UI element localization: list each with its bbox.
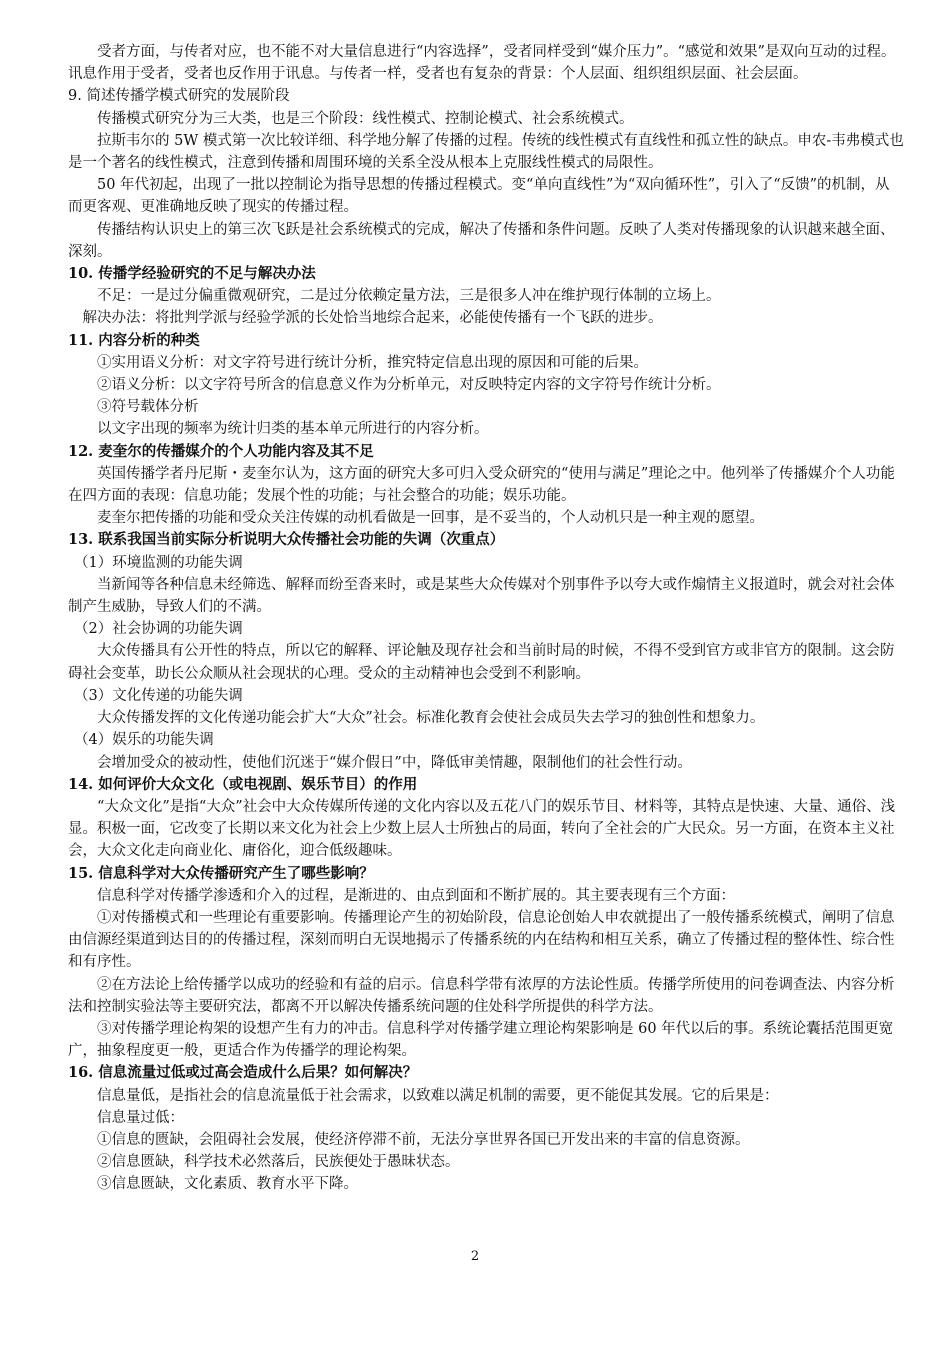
section-heading: 14. 如何评价大众文化（或电视剧、娱乐节目）的作用	[68, 775, 418, 793]
paragraph: 受者方面，与传者对应，也不能不对大量信息进行“内容选择”，受者同样受到“媒介压力”。“感觉和效果”是双向互动的过程。讯息作用于受者，受者也反作用于讯息。与传者一样，受者也有复杂的背景：个人层面、组织组织层面、社会层面。	[68, 44, 896, 83]
section-heading: 11. 内容分析的种类	[68, 331, 200, 349]
paragraph: 50 年代初起，出现了一批以控制论为指导思想的传播过程模式。变“单向直线性”为“双向循环性”，引入了“反馈”的机制，从而更客观、更准确地反映了现实的传播过程。	[68, 177, 890, 216]
paragraph: 传播结构认识史上的第三次飞跃是社会系统模式的完成，解决了传播和条件问题。反映了人类对传播现象的认识越来越全面、深刻。	[68, 221, 895, 260]
paragraph: 英国传播学者丹尼斯・麦奎尔认为，这方面的研究大多可归入受众研究的“使用与满足”理论之中。他列举了传播媒介个人功能在四方面的表现：信息功能；发展个性的功能；与社会整合的功能；娱乐功能。	[68, 465, 895, 505]
paragraph: 不足：一是过分偏重微观研究，二是过分依赖定量方法，三是很多人冲在维护现行体制的立场上。	[68, 288, 721, 305]
paragraph: 信息量低，是指社会的信息流量低于社会需求，以致难以满足机制的需要，更不能促其发展。它的后果是：	[68, 1087, 779, 1104]
section-heading: 16. 信息流量过低或过高会造成什么后果？如何解决？	[68, 1064, 418, 1082]
paragraph: 拉斯韦尔的 5W 模式第一次比较详细、科学地分解了传播的过程。传统的线性模式有直线性和孤立性的缺点。申农-韦弗模式也是一个著名的线性模式，注意到传播和周围环境的关系全没从根本上克服线性模式的局限性。	[68, 132, 904, 172]
paragraph: 以文字出现的频率为统计归类的基本单元所进行的内容分析。	[68, 421, 489, 438]
subsection-label: （1）环境监测的功能失调	[74, 554, 243, 571]
paragraph: ②在方法论上给传播学以成功的经验和有益的启示。信息科学带有浓厚的方法论性质。传播学所使用的问卷调查法、内容分析法和控制实验法等主要研究法，都离不开以解决传播系统问题的住处科学所提供的科学方法。	[68, 976, 895, 1015]
paragraph: 9. 简述传播学模式研究的发展阶段	[68, 88, 290, 105]
subsection-label: （2）社会协调的功能失调	[74, 621, 243, 638]
paragraph: 麦奎尔把传播的功能和受众关注传媒的动机看做是一回事，是不妥当的，个人动机只是一种主观的愿望。	[68, 510, 764, 527]
section-heading: 13. 联系我国当前实际分析说明大众传播社会功能的失调（次重点）	[68, 531, 505, 549]
subsection-label: （3）文化传递的功能失调	[74, 687, 243, 704]
paragraph: ②语义分析：以文字符号所含的信息意义作为分析单元，对反映特定内容的文字符号作统计分析。	[68, 377, 721, 394]
paragraph: 解决办法：将批判学派与经验学派的长处恰当地综合起来，必能使传播有一个飞跃的进步。	[68, 310, 663, 327]
paragraph: ①实用语义分析：对文字符号进行统计分析，推究特定信息出现的原因和可能的后果。	[68, 354, 648, 371]
paragraph: ③对传播学理论构架的设想产生有力的冲击。信息科学对传播学建立理论构架影响是 60 年代以后的事。系统论囊括范围更宽广，抽象程度更一般，更适合作为传播学的理论构架。	[68, 1020, 894, 1060]
paragraph: ③符号载体分析	[68, 399, 199, 416]
paragraph: “大众文化”是指“大众”社会中大众传媒所传递的文化内容以及五花八门的娱乐节目、材料等，其特点是快速、大量、通俗、浅显。积极一面，它改变了长期以来文化为社会上少数上层人士所独占的局面，转向了全社会的广大民众。另一方面，在资本主义社会，大众文化走向商业化、庸俗化，迎合低级趣味。	[68, 798, 896, 860]
page-content	[68, 41, 904, 1196]
section-heading: 10. 传播学经验研究的不足与解决办法	[68, 265, 316, 283]
paragraph: 信息量过低：	[68, 1109, 184, 1126]
paragraph: ③信息匮缺，文化素质、教育水平下降。	[68, 1176, 358, 1193]
section-heading: 15. 信息科学对大众传播研究产生了哪些影响？	[68, 864, 374, 882]
paragraph: ①对传播模式和一些理论有重要影响。传播理论产生的初始阶段，信息论创始人申农就提出了一般传播系统模式，阐明了信息由信源经渠道到达目的的传播过程，深刻而明白无误地揭示了传播系统的内在结构和相互关系，确立了传播过程的整体性、综合性和有序性。	[68, 909, 895, 971]
subsection-label: （4）娱乐的功能失调	[74, 732, 214, 749]
paragraph: 传播模式研究分为三大类，也是三个阶段：线性模式、控制论模式、社会系统模式。	[68, 110, 634, 127]
paragraph: 会增加受众的被动性，使他们沉迷于“媒介假日”中，降低审美情趣，限制他们的社会性行动。	[68, 754, 692, 771]
section-heading: 12. 麦奎尔的传播媒介的个人功能内容及其不足	[68, 442, 374, 460]
paragraph: 当新闻等各种信息未经筛选、解释而纷至沓来时，或是某些大众传媒对个别事件予以夸大或作煽情主义报道时，就会对社会体制产生威胁，导致人们的不满。	[68, 576, 895, 616]
paragraph: ①信息的匮缺，会阻碍社会发展，使经济停滞不前，无法分享世界各国已开发出来的丰富的信息资源。	[68, 1131, 750, 1148]
paragraph: 大众传播具有公开性的特点，所以它的解释、评论触及现存社会和当前时局的时候，不得不受到官方或非官方的限制。这会防碍社会变革，助长公众顺从社会现状的心理。受众的主动精神也会受到不利影响。	[68, 643, 895, 682]
paragraph: ②信息匮缺，科学技术必然落后，民族便处于愚昧状态。	[68, 1154, 460, 1171]
page-number: 2	[470, 1249, 480, 1264]
paragraph: 信息科学对传播学渗透和介入的过程，是渐进的、由点到面和不断扩展的。其主要表现有三个方面：	[68, 887, 735, 904]
paragraph: 大众传播发挥的文化传递功能会扩大“大众”社会。标准化教育会使社会成员失去学习的独创性和想象力。	[68, 710, 765, 727]
